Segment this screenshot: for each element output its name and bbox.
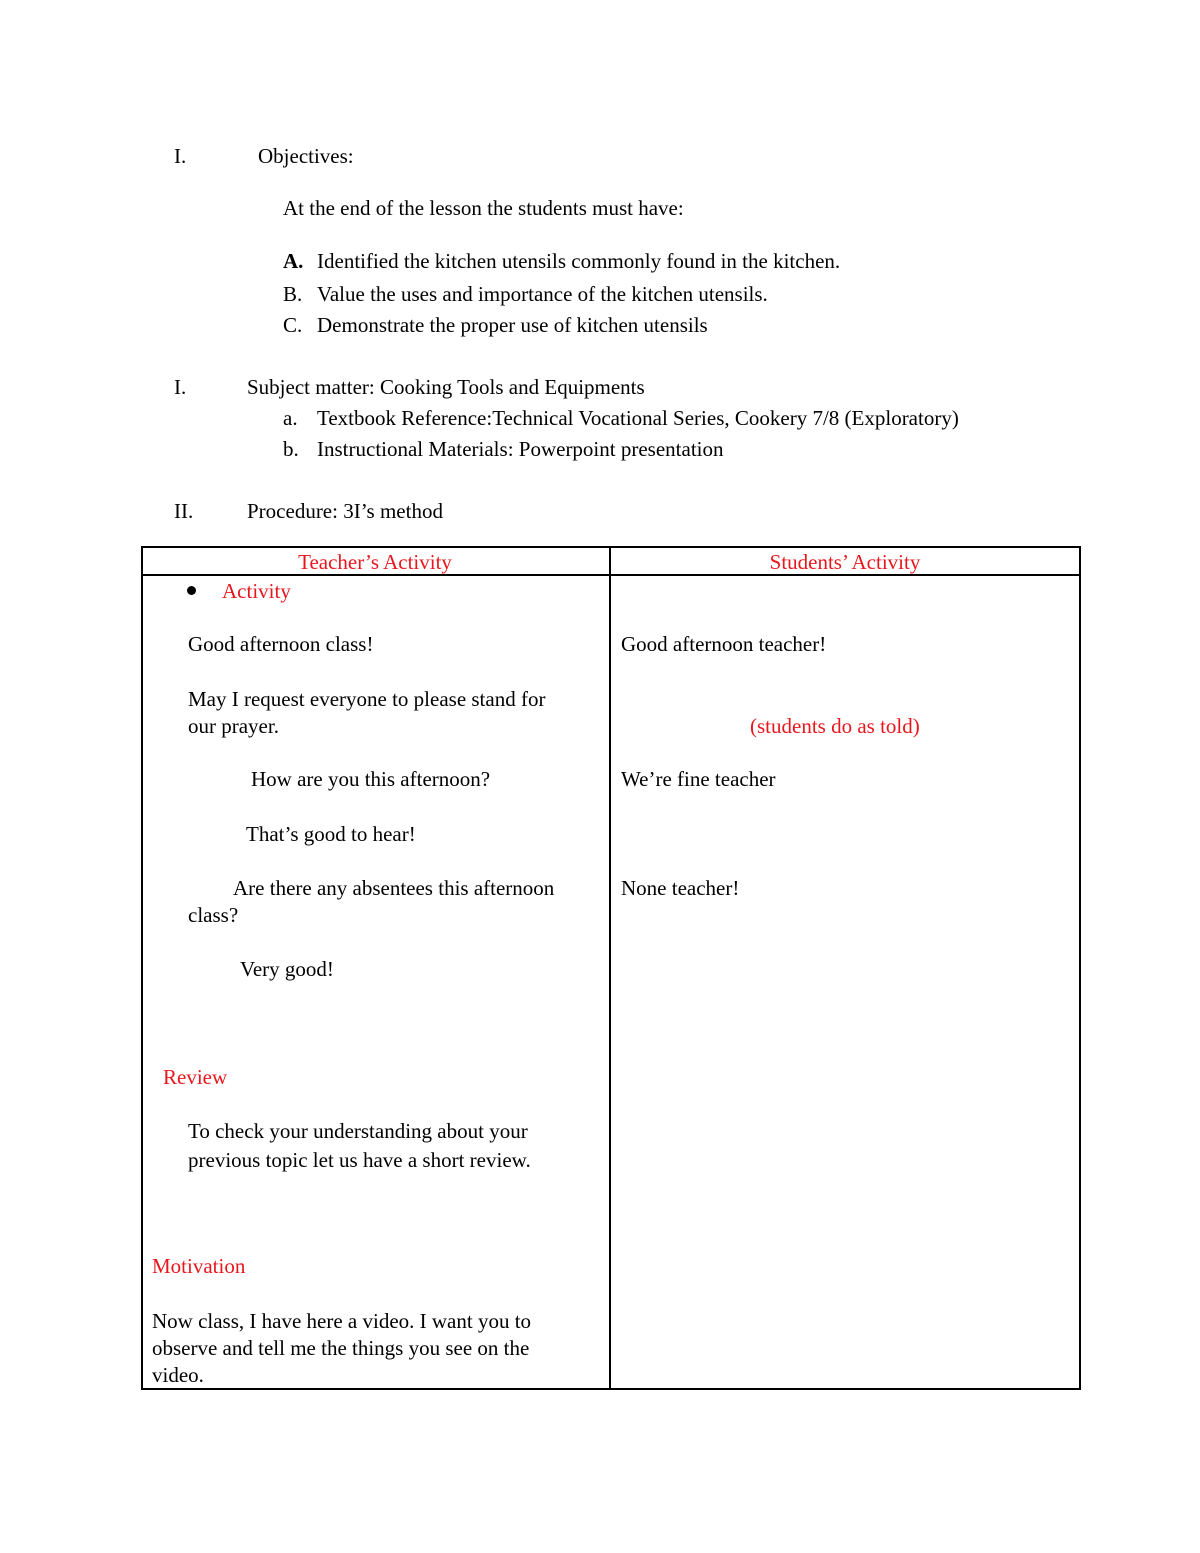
objectives-intro: At the end of the lesson the students must have:	[283, 196, 684, 220]
teacher-line: Good afternoon class!	[188, 632, 374, 656]
activity-label: Activity	[222, 579, 291, 603]
teacher-line: our prayer.	[188, 714, 279, 738]
teacher-line: class?	[188, 903, 239, 927]
teacher-line: Are there any absentees this afternoon	[233, 876, 555, 900]
objective-marker: A.	[283, 249, 304, 273]
teacher-activity-header: Teacher’s Activity	[298, 550, 452, 574]
teacher-line: previous topic let us have a short review.	[188, 1148, 531, 1172]
motivation-label: Motivation	[152, 1254, 246, 1278]
teacher-line: May I request everyone to please stand for	[188, 687, 546, 711]
subject-item-marker: a.	[283, 406, 298, 430]
student-line: None teacher!	[621, 876, 740, 900]
students-activity-header: Students’ Activity	[769, 550, 921, 574]
teacher-line: observe and tell me the things you see on the	[152, 1336, 530, 1360]
objective-marker: B.	[283, 282, 303, 306]
student-line: (students do as told)	[750, 714, 920, 738]
teacher-line: video.	[152, 1363, 204, 1387]
teacher-line: Very good!	[240, 957, 334, 981]
subject-item: Instructional Materials: Powerpoint presentation	[317, 437, 724, 461]
section-numeral: I.	[174, 144, 187, 168]
objective-item: Identified the kitchen utensils commonly found in the kitchen.	[317, 249, 841, 273]
subject-matter-heading: Subject matter: Cooking Tools and Equipments	[247, 375, 645, 399]
student-line: We’re fine teacher	[621, 767, 776, 791]
teacher-line: Now class, I have here a video. I want you to	[152, 1309, 532, 1333]
teacher-line: How are you this afternoon?	[251, 767, 491, 791]
procedure-heading: Procedure: 3I’s method	[247, 499, 443, 523]
objective-item: Value the uses and importance of the kitchen utensils.	[317, 282, 768, 306]
student-line: Good afternoon teacher!	[621, 632, 827, 656]
bullet-icon	[187, 586, 196, 595]
subject-item-marker: b.	[283, 437, 299, 461]
section-numeral: I.	[174, 375, 187, 399]
objectives-heading: Objectives:	[258, 144, 354, 168]
subject-item: Textbook Reference:Technical Vocational Series, Cookery 7/8 (Exploratory)	[317, 406, 959, 430]
review-label: Review	[163, 1065, 228, 1089]
objective-item: Demonstrate the proper use of kitchen utensils	[317, 313, 708, 337]
objective-marker: C.	[283, 313, 303, 337]
teacher-line: That’s good to hear!	[246, 822, 416, 846]
table-column-divider	[609, 546, 611, 1390]
section-numeral: II.	[174, 499, 194, 523]
teacher-line: To check your understanding about your	[188, 1119, 528, 1143]
